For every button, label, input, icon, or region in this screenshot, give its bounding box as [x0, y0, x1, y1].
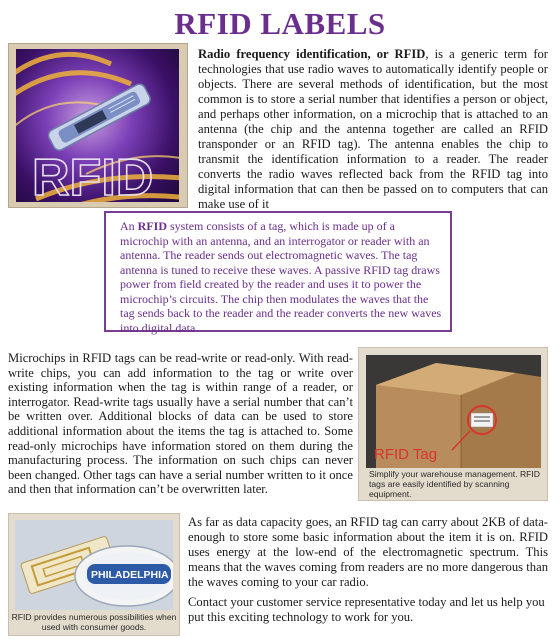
consumer-goods-image	[8, 513, 180, 636]
cardboard-box-icon	[366, 355, 541, 468]
warehouse-box-image	[358, 347, 548, 501]
consumer-goods-icon	[15, 520, 173, 610]
microchips-paragraph: Microchips in RFID tags can be read-write or read-only. With read-write chips, you can add information to the tag or write over existing information when the tag is within range of a reader, or interrogator. Read-write tags usually have a serial number that can’t be written over. Additional blocks of data can be used to store additional information about the items the tag is attached to. Some read-only microchips have information stored on them during the manufacturing process. The information on such chips can never been changed. Other tags can have a serial number written to it once and then that information can’t be overwritten later.	[8, 351, 353, 497]
page-title: RFID LABELS	[174, 6, 386, 41]
capacity-paragraph: As far as data capacity goes, an RFID tag can carry about 2KB of data-enough to store some basic information about the item it is on. RFID uses energy at the low-end of the electromagnetic spectrum. This means that the waves coming from readers are no more dangerous than the waves coming to your car radio.	[188, 515, 548, 589]
intro-lead: Radio frequency identification, or RFID	[198, 47, 426, 61]
rfid-overlay-text: RFID	[32, 149, 154, 202]
rfid-system-box	[104, 211, 452, 335]
brand-text: PHILADELPHIA	[91, 569, 169, 581]
rfid-system-text	[120, 219, 446, 335]
contact-paragraph: Contact your customer service representative today and let us help you put this exciting technology to work for you.	[188, 595, 545, 624]
rfid-chip-image	[8, 43, 188, 208]
box-pre: An	[120, 219, 138, 233]
rfid-chip-icon	[16, 49, 179, 202]
box-lead: RFID	[137, 219, 168, 233]
intro-paragraph	[198, 47, 548, 212]
box-rest: system consists of a tag, which is made up of a microchip with an antenna, and an interrogator or reader with an antenna. The reader sends out electromagnetic waves. The tag antenna is tuned to receive these waves. A passive RFID tag draws power from field created by the reader and uses it to power the microchip’s circuits. The chip then modulates the waves that the tag sends back to the reader and the reader converts the new waves into digital data	[120, 219, 442, 335]
warehouse-caption: Simplify your warehouse management. RFID tags are easily identified by scanning equipment.	[369, 469, 540, 499]
consumer-goods-caption: RFID provides numerous possibilities when used with consumer goods.	[11, 612, 177, 632]
intro-rest: , is a generic term for technologies that use radio waves to automatically identify people or objects. There are several methods of identification, but the most common is to store a serial number that identifies a person or object, and perhaps other information, on a microchip that is attached to an antenna (the chip and the antenna together are called an RFID transponder or an RFID tag). The antenna enables the chip to transmit the identification information to a reader. The reader converts the radio waves reflected back from the RFID tag into digital information that can then be passed on to computers that can make use of it	[198, 47, 548, 211]
rfid-tag-label: RFID Tag	[374, 446, 438, 463]
